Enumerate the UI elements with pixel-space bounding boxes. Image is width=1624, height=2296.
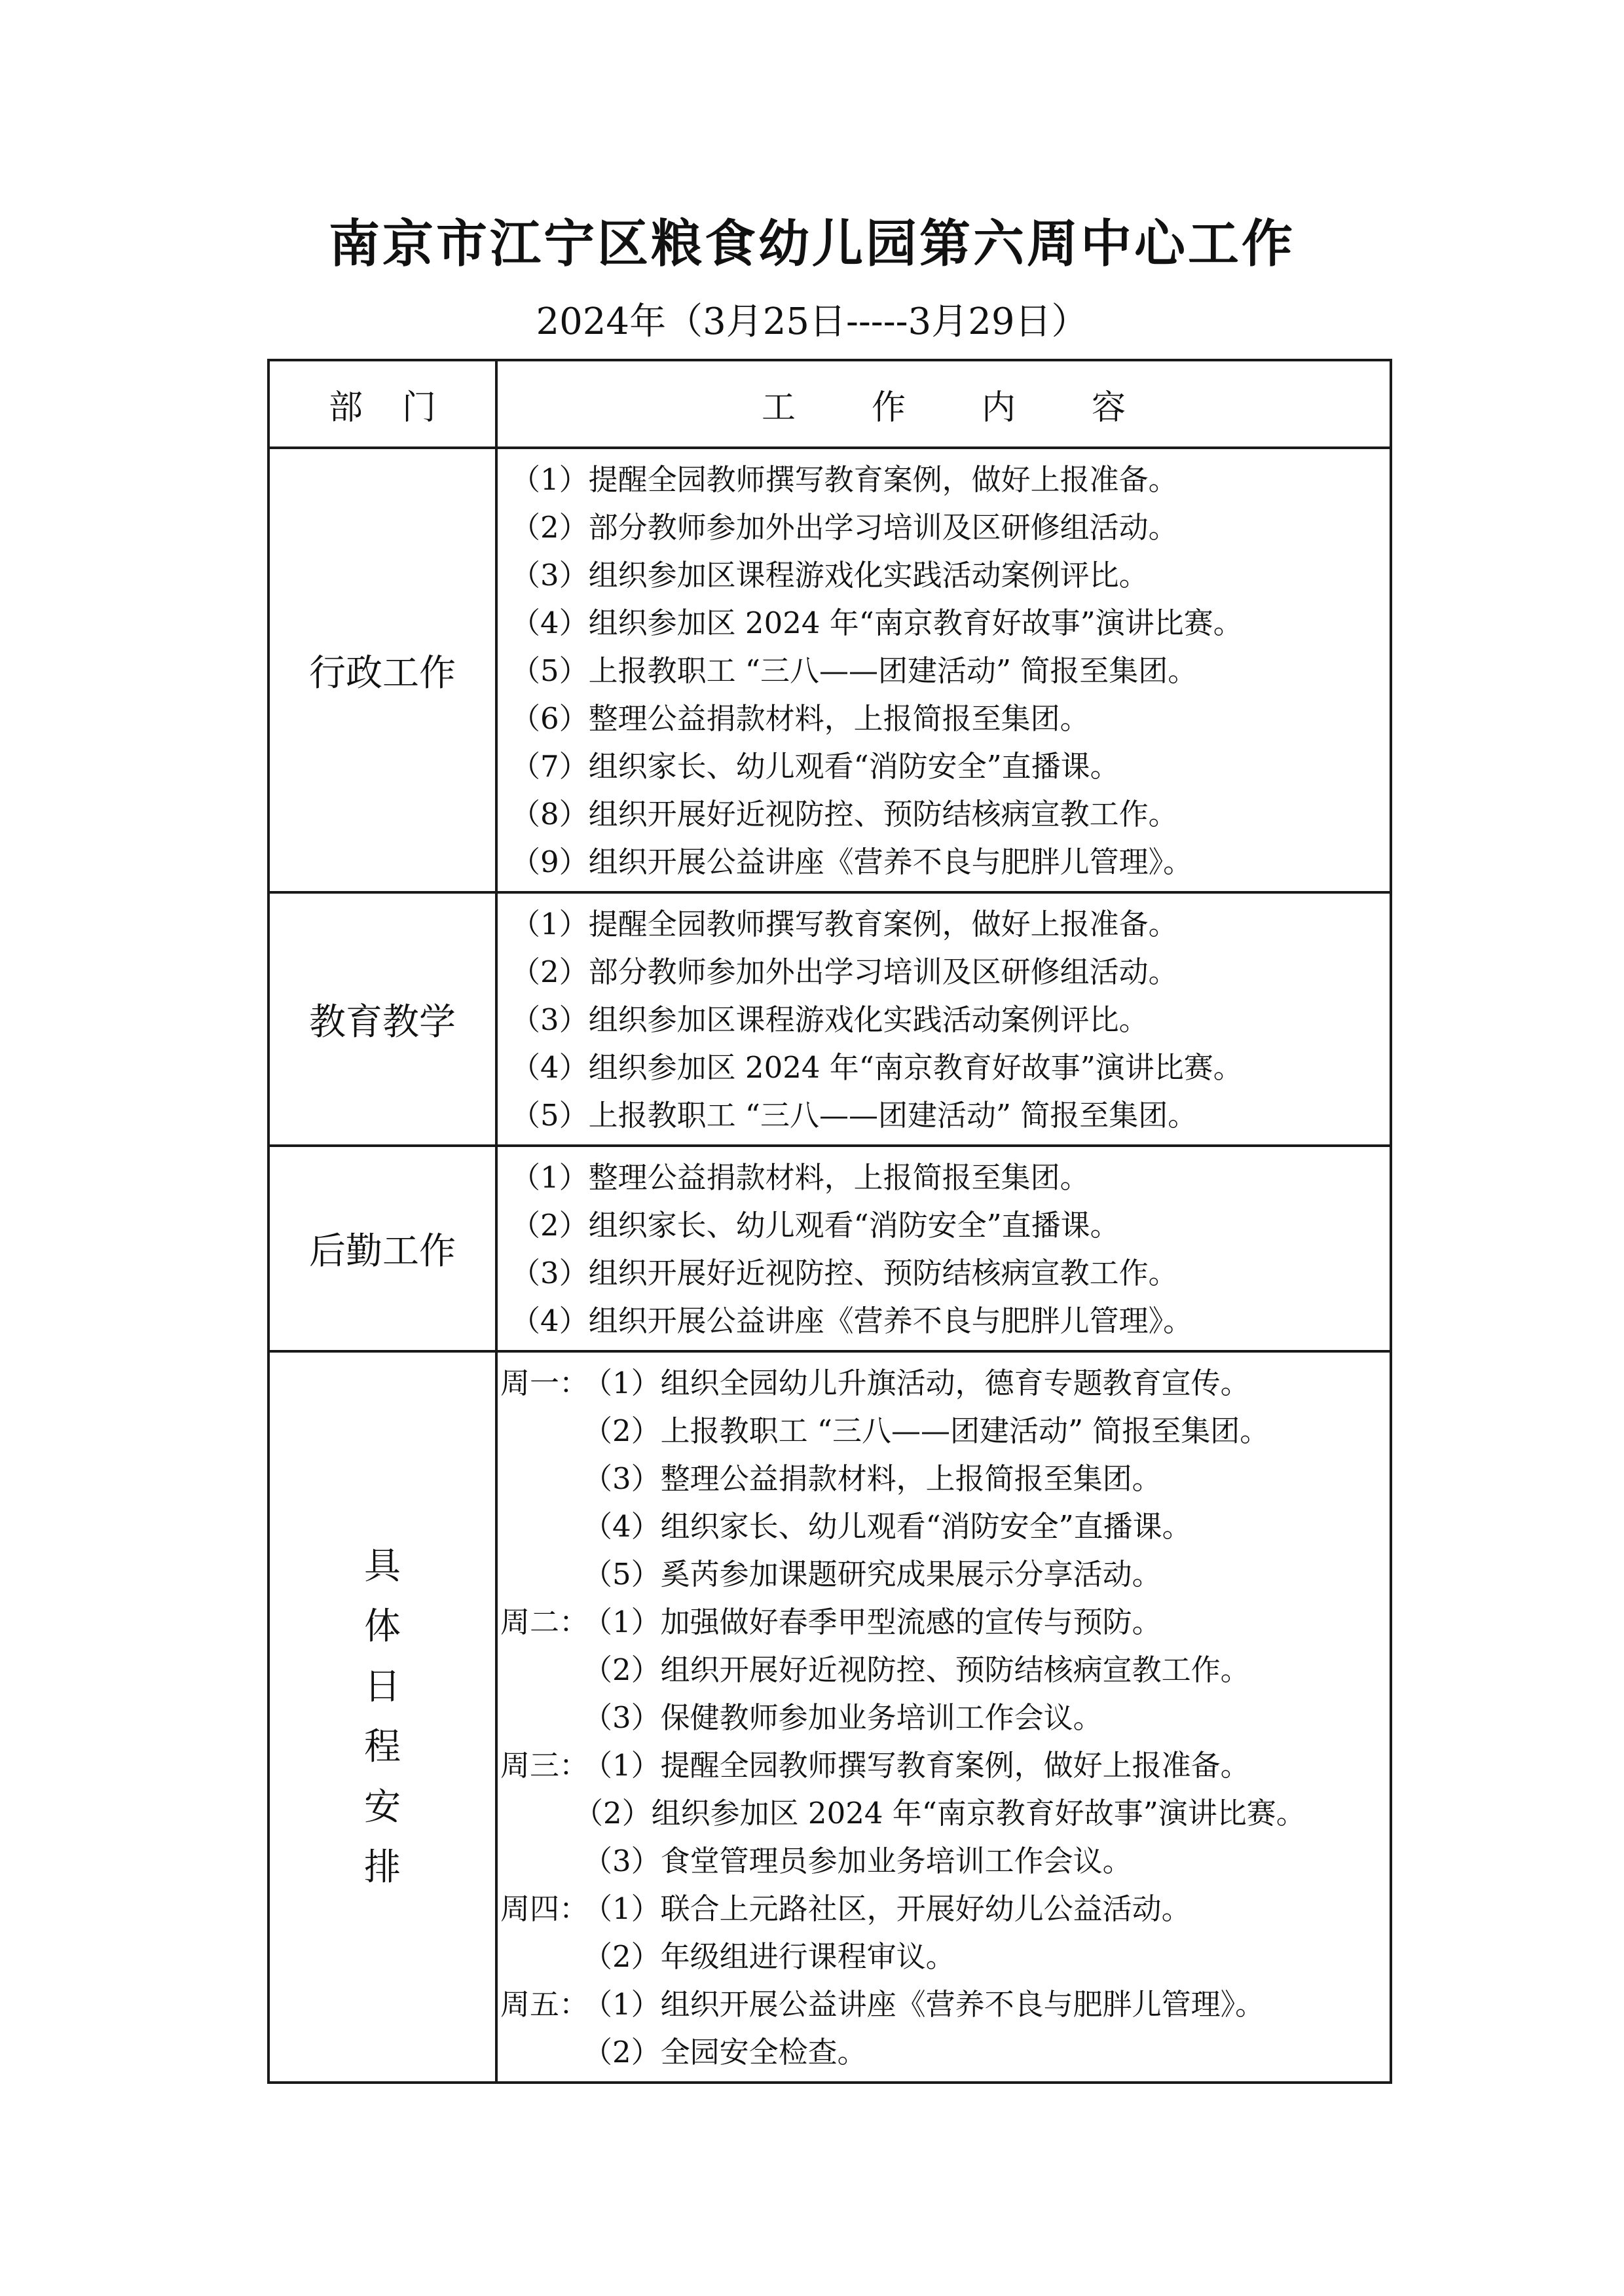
schedule-cell	[496, 1351, 1391, 2083]
header-content-char: 容	[1092, 388, 1126, 428]
day-label: 周一：	[500, 1366, 589, 1400]
day-label: 周二：	[500, 1605, 589, 1639]
schedule-line	[500, 1455, 1390, 1503]
department-char: 日	[364, 1665, 401, 1708]
schedule-line	[500, 1407, 1390, 1455]
section-row-schedule	[268, 1351, 1391, 2083]
schedule-item: （5）奚芮参加课题研究成果展示分享活动。	[583, 1557, 1162, 1592]
document-title: 南京市江宁区粮食幼儿园第六周中心工作	[328, 215, 1295, 274]
list-item: （5）上报教职工 “三八——团建活动” 简报至集团。	[511, 653, 1198, 688]
list-item: （3）组织参加区课程游戏化实践活动案例评比。	[511, 1002, 1149, 1037]
schedule-item: （1）提醒全园教师撰写教育案例，做好上报准备。	[583, 1748, 1250, 1783]
list-item: （4）组织参加区 2024 年“南京教育好故事”演讲比赛。	[511, 1050, 1243, 1085]
schedule-item: （1）组织全园幼儿升旗活动，德育专题教育宣传。	[583, 1366, 1250, 1400]
schedule-line	[500, 1885, 1390, 1933]
department-cell: 教育教学	[268, 892, 496, 1146]
schedule-item: （2）上报教职工 “三八——团建活动” 简报至集团。	[583, 1413, 1270, 1448]
list-item: （5）上报教职工 “三八——团建活动” 简报至集团。	[511, 1098, 1198, 1133]
schedule-item: （2）组织开展好近视防控、预防结核病宣教工作。	[583, 1652, 1250, 1687]
header-content-char: 工	[761, 388, 796, 428]
day-label: 周五：	[500, 1987, 589, 2022]
schedule-item: （4）组织家长、幼儿观看“消防安全”直播课。	[583, 1509, 1192, 1544]
list-item: （2）部分教师参加外出学习培训及区研修组活动。	[511, 510, 1178, 545]
schedule-line	[500, 1837, 1390, 1885]
department-cell: 行政工作	[268, 448, 496, 892]
date-range-subtitle: 2024年（3月25日-----3月29日）	[536, 301, 1088, 343]
department-char: 体	[364, 1605, 401, 1648]
list-item: （2）组织家长、幼儿观看“消防安全”直播课。	[511, 1208, 1120, 1243]
schedule-line	[500, 1503, 1390, 1550]
schedule-line	[500, 1646, 1390, 1694]
section-row-education	[268, 892, 1391, 1146]
department-char: 排	[364, 1846, 401, 1889]
schedule-line	[500, 2028, 1390, 2076]
schedule-line	[500, 1789, 1390, 1837]
items-cell	[496, 1146, 1391, 1351]
department-char: 安	[364, 1785, 401, 1829]
work-schedule-table	[267, 359, 1392, 2084]
department-cell-vertical	[268, 1351, 496, 2083]
department-cell: 后勤工作	[268, 1146, 496, 1351]
list-item: （4）组织参加区 2024 年“南京教育好故事”演讲比赛。	[511, 606, 1243, 640]
schedule-item: （1）联合上元路社区，开展好幼儿公益活动。	[583, 1891, 1191, 1926]
list-item: （1）提醒全园教师撰写教育案例，做好上报准备。	[511, 907, 1178, 941]
schedule-item: （2）年级组进行课程审议。	[583, 1939, 955, 1974]
items-cell	[496, 892, 1391, 1146]
schedule-item: （1）加强做好春季甲型流感的宣传与预防。	[583, 1605, 1162, 1639]
table-header-row	[268, 360, 1391, 448]
items-cell	[496, 448, 1391, 892]
schedule-item: （3）食堂管理员参加业务培训工作会议。	[583, 1844, 1132, 1878]
schedule-line	[500, 1359, 1390, 1407]
header-content-char: 作	[871, 388, 906, 428]
list-item: （1）提醒全园教师撰写教育案例，做好上报准备。	[511, 462, 1178, 497]
day-label: 周四：	[500, 1891, 589, 1926]
list-item: （8）组织开展好近视防控、预防结核病宣教工作。	[511, 797, 1178, 831]
schedule-item: （3）保健教师参加业务培训工作会议。	[583, 1700, 1103, 1735]
schedule-item: （3）整理公益捐款材料，上报简报至集团。	[583, 1461, 1162, 1496]
schedule-line	[500, 1980, 1390, 2028]
schedule-line	[500, 1598, 1390, 1646]
list-item: （7）组织家长、幼儿观看“消防安全”直播课。	[511, 749, 1120, 784]
list-item: （9）组织开展公益讲座《营养不良与肥胖儿管理》。	[511, 845, 1193, 879]
list-item: （4）组织开展公益讲座《营养不良与肥胖儿管理》。	[511, 1303, 1193, 1338]
department-char: 具	[364, 1544, 401, 1588]
header-content	[496, 360, 1391, 448]
schedule-line	[500, 1694, 1390, 1741]
department-char: 程	[364, 1725, 401, 1768]
schedule-item: （1）组织开展公益讲座《营养不良与肥胖儿管理》。	[583, 1987, 1265, 2022]
list-item: （1）整理公益捐款材料，上报简报至集团。	[511, 1160, 1090, 1195]
section-row-admin	[268, 448, 1391, 892]
list-item: （3）组织开展好近视防控、预防结核病宣教工作。	[511, 1256, 1178, 1290]
day-label: 周三：	[500, 1748, 589, 1783]
schedule-item: （2）组织参加区 2024 年“南京教育好故事”演讲比赛。	[574, 1796, 1306, 1831]
section-row-logistics	[268, 1146, 1391, 1351]
header-department: 部门	[268, 360, 496, 448]
schedule-line	[500, 1550, 1390, 1598]
schedule-line	[500, 1933, 1390, 1980]
schedule-item: （2）全园安全检查。	[583, 2035, 867, 2069]
list-item: （6）整理公益捐款材料，上报简报至集团。	[511, 701, 1090, 736]
list-item: （3）组织参加区课程游戏化实践活动案例评比。	[511, 558, 1149, 592]
header-content-char: 内	[982, 388, 1016, 428]
list-item: （2）部分教师参加外出学习培训及区研修组活动。	[511, 955, 1178, 989]
schedule-line	[500, 1741, 1390, 1789]
